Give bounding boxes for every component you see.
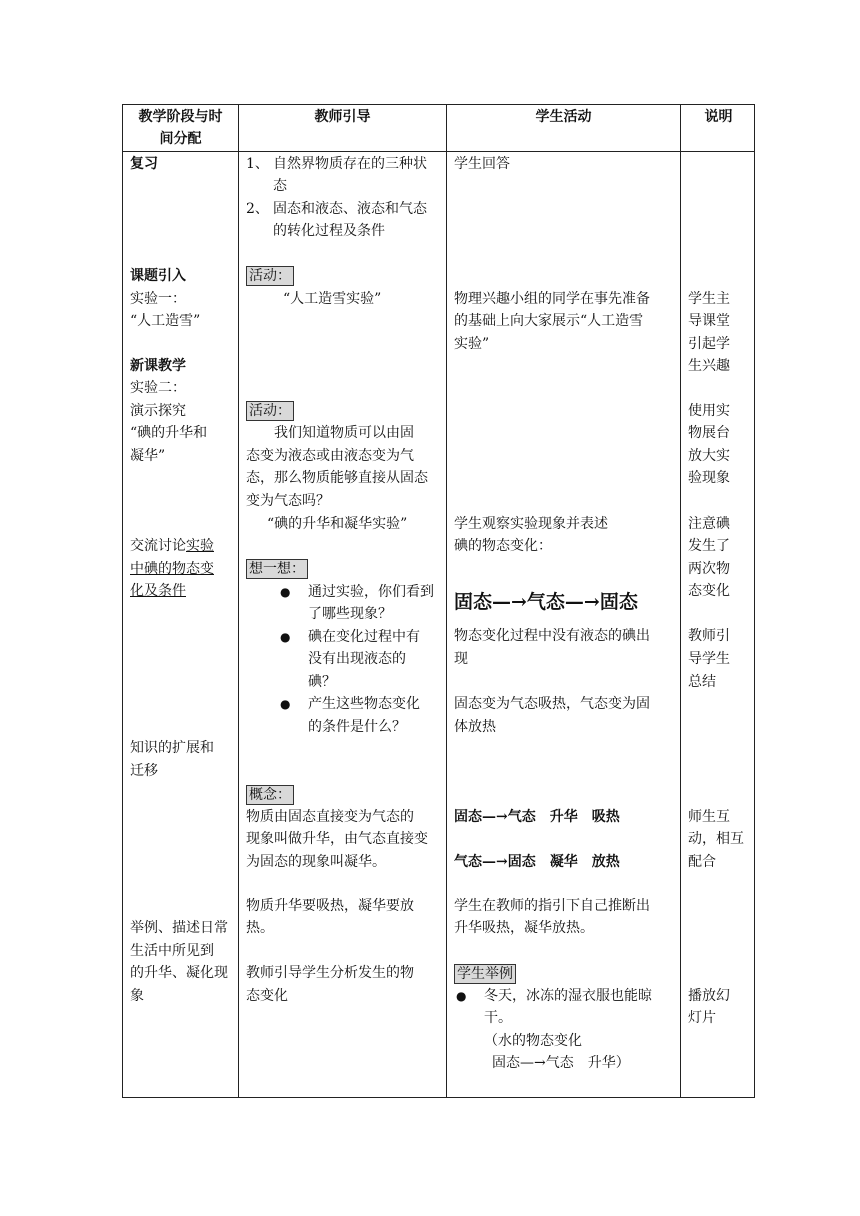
stage-discuss [130, 535, 214, 558]
review-item-number: 2、 [246, 201, 269, 217]
stage-examples: 的升华、凝化现 [130, 965, 228, 981]
note-text: 两次物 [688, 561, 730, 577]
heat-text: 热。 [246, 920, 274, 936]
stage-iodine: 凝华” [130, 448, 166, 464]
think-question: 通过实验，你们看到 [308, 584, 434, 600]
teacher-question: 我们知道物质可以由固 [274, 425, 414, 441]
concept-text: 现象叫做升华，由气态直接变 [246, 831, 428, 847]
note-text: 总结 [688, 674, 716, 690]
student-example: 冬天，冰冻的湿衣服也能晾 [484, 988, 652, 1004]
note-text: 引起学 [688, 336, 730, 352]
stage-review: 复习 [130, 156, 158, 172]
note-text: 播放幻 [688, 988, 730, 1004]
stage-exp1-name: “人工造雪” [130, 313, 201, 329]
stage-demo: 演示探究 [130, 403, 186, 419]
concept-text: 物质由固态直接变为气态的 [246, 809, 414, 825]
note-text: 物展台 [688, 425, 730, 441]
student-example: 固态—→气态 升华） [492, 1055, 630, 1071]
student-heat-rule: 体放热 [454, 719, 496, 735]
note-text: 动，相互 [688, 831, 744, 847]
note-text: 使用实 [688, 403, 730, 419]
think-label: 想一想： [246, 559, 308, 579]
column-divider [238, 105, 239, 1097]
note-text: 导学生 [688, 651, 730, 667]
student-answer: 学生回答 [454, 156, 510, 172]
think-question: 的条件是什么？ [308, 719, 406, 735]
review-item: 的转化过程及条件 [273, 223, 385, 239]
lesson-plan-table [122, 104, 755, 1098]
think-question: 产生这些物态变化 [308, 696, 420, 712]
think-question: 碘在变化过程中有 [308, 629, 420, 645]
student-no-liquid: 物态变化过程中没有液态的碘出 [454, 628, 650, 644]
review-item: 态 [273, 178, 287, 194]
bullet-icon: ● [280, 697, 291, 711]
note-text: 注意碘 [688, 516, 730, 532]
teacher-question: 态变为液态或由液态变为气 [246, 448, 414, 464]
deposition-line: 气态—→固态 凝华 放热 [454, 854, 620, 870]
review-item: 固态和液态、液态和气态 [273, 201, 427, 217]
stage-examples: 举例、描述日常 [130, 920, 228, 936]
sublimation-line: 固态—→气态 升华 吸热 [454, 809, 620, 825]
review-item: 自然界物质存在的三种状 [273, 156, 427, 172]
student-example: （水的物态变化 [484, 1033, 582, 1049]
review-item-number: 1、 [246, 156, 269, 172]
example-label: 学生举例 [454, 964, 516, 984]
concept-text: 为固态的现象叫凝华。 [246, 854, 386, 870]
activity-label: 活动： [246, 401, 294, 421]
student-observe: 学生观察实验现象并表述 [454, 516, 608, 532]
header-stage [123, 106, 238, 150]
guide-text: 态变化 [246, 988, 288, 1004]
stage-examples: 象 [130, 988, 144, 1004]
concept-label: 概念： [246, 785, 294, 805]
stage-examples: 生活中所见到 [130, 943, 214, 959]
stage-discuss-underlined: 实验 [186, 538, 214, 554]
student-example: 干。 [484, 1010, 512, 1026]
stage-discuss-text: 交流讨论 [130, 538, 186, 554]
stage-exp2: 实验二： [130, 380, 186, 396]
note-text: 学生主 [688, 291, 730, 307]
note-text: 态变化 [688, 583, 730, 599]
think-question: 了哪些现象？ [308, 606, 392, 622]
note-text: 导课堂 [688, 313, 730, 329]
student-show: 实验” [454, 336, 490, 352]
stage-discuss-underlined: 化及条件 [130, 583, 186, 599]
header-student: 学生活动 [535, 109, 592, 125]
iodine-experiment: “碘的升华和凝华实验” [267, 516, 408, 532]
header-note: 说明 [704, 109, 733, 125]
teacher-question: 态，那么物质能够直接从固态 [246, 470, 428, 486]
stage-exp1: 实验一： [130, 291, 186, 307]
stage-iodine: “碘的升华和 [130, 425, 208, 441]
student-show: 物理兴趣小组的同学在事先准备 [454, 291, 650, 307]
note-text: 发生了 [688, 538, 730, 554]
teacher-question: 变为气态吗？ [246, 493, 330, 509]
student-observe: 碘的物态变化： [454, 538, 552, 554]
note-text: 灯片 [688, 1010, 716, 1026]
bullet-icon: ● [280, 630, 291, 644]
stage-extend: 迁移 [130, 763, 158, 779]
column-divider [446, 105, 447, 1097]
note-text: 师生互 [688, 809, 730, 825]
activity-label: 活动： [246, 266, 294, 286]
think-question: 碘？ [308, 674, 336, 690]
note-text: 验现象 [688, 470, 730, 486]
header-stage-line: 教学阶段与时 [138, 109, 223, 125]
student-no-liquid: 现 [454, 651, 468, 667]
student-infer: 学生在教师的指引下自己推断出 [454, 898, 650, 914]
stage-discuss-underlined: 中碘的物态变 [130, 561, 214, 577]
stage-intro-title: 课题引入 [130, 268, 186, 284]
heat-text: 物质升华要吸热，凝华要放 [246, 898, 414, 914]
stage-new-title: 新课教学 [130, 358, 186, 374]
note-text: 生兴趣 [688, 358, 730, 374]
think-question: 没有出现液态的 [308, 651, 406, 667]
guide-text: 教师引导学生分析发生的物 [246, 965, 414, 981]
state-change-chain: 固态—→气态—→固态 [454, 591, 638, 613]
bullet-icon: ● [280, 585, 291, 599]
bullet-icon: ● [456, 989, 467, 1003]
header-divider [123, 151, 754, 152]
note-text: 教师引 [688, 628, 730, 644]
header-stage-line: 间分配 [159, 131, 202, 147]
column-divider [680, 105, 681, 1097]
student-show: 的基础上向大家展示“人工造雪 [454, 313, 644, 329]
student-infer: 升华吸热，凝华放热。 [454, 920, 594, 936]
stage-extend: 知识的扩展和 [130, 740, 214, 756]
student-heat-rule: 固态变为气态吸热，气态变为固 [454, 696, 650, 712]
header-teacher: 教师引导 [314, 109, 371, 125]
snow-experiment: “人工造雪实验” [283, 291, 382, 307]
note-text: 配合 [688, 854, 716, 870]
note-text: 放大实 [688, 448, 730, 464]
